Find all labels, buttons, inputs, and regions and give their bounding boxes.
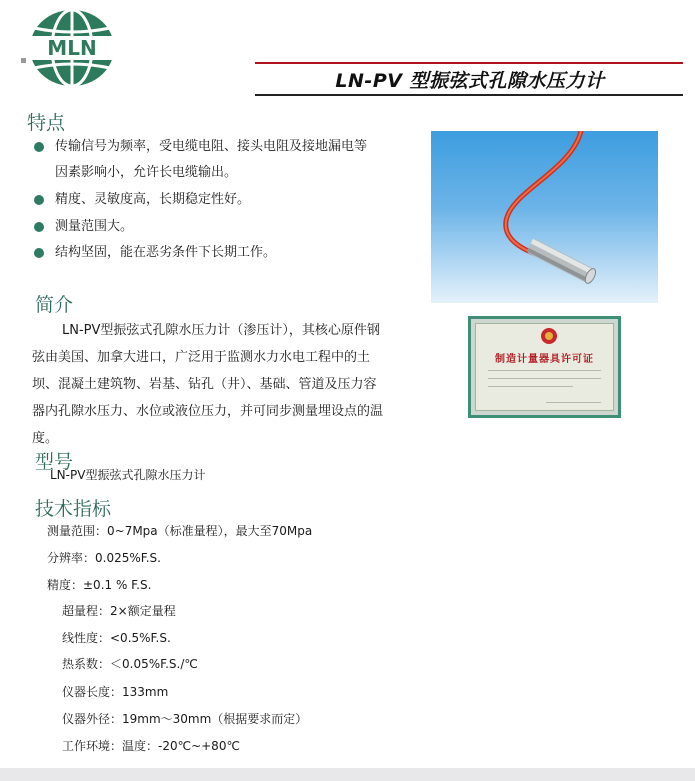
feature-item [55,190,250,210]
intro-heading: 简介 [35,294,74,316]
intro-line: 器内孔隙水压力、水位或液位压力，并可同步测量埋设点的温 [32,404,384,419]
sensor-illustration [431,131,658,303]
header-rule-bottom [255,94,683,96]
intro-line: 度。 [32,431,59,446]
spec-item: 线性度：<0.5%F.S. [62,631,171,645]
logo-text: MLN [47,36,97,60]
product-photo [431,131,658,303]
bullet-icon [34,195,44,205]
spec-item: 仪器外径：19mm～30mm（根据要求而定） [62,712,308,726]
feature-text-continued: 因素影响小，允许长电缆输出。 [55,165,238,180]
intro-line: 弦由美国、加拿大进口，广泛用于监测水力水电工程中的土 [32,350,371,365]
certificate-title: 制造计量器具许可证 [495,354,594,365]
feature-item [55,243,276,263]
spec-item: 热系数：＜0.05%F.S./℃ [62,657,198,671]
bullet-icon [34,142,44,152]
intro-line: 坝、混凝土建筑物、岩基、钻孔（井）、基础、管道及压力容 [32,377,377,392]
bullet-icon [34,248,44,258]
specs-heading: 技术指标 [35,498,112,520]
spec-item: 超量程：2×额定量程 [62,604,176,618]
spec-item: 测量范围：0~7Mpa（标准量程），最大至70Mpa [47,524,313,538]
decor-dot [21,58,26,63]
intro-line: LN-PV型振弦式孔隙水压力计（渗压计），其核心原件钢 [62,323,380,338]
page-title: LN-PV 型振弦式孔隙水压力计 [335,70,605,92]
feature-text: 精度、灵敏度高，长期稳定性好。 [55,192,251,207]
spec-item: 分辨率：0.025%F.S. [47,551,161,565]
spec-item: 工作环境：温度：-20℃~+80℃ [62,739,240,753]
model-heading: 型号 [35,451,74,473]
feature-item [55,137,367,157]
spec-item: 精度：±0.1 % F.S. [47,578,152,592]
spec-item: 仪器长度：133mm [62,685,169,699]
model-text: LN-PV型振弦式孔隙水压力计 [50,468,206,482]
bottom-strip [0,768,695,781]
feature-item [55,217,133,237]
feature-text: 测量范围大。 [55,219,134,234]
features-heading: 特点 [27,112,66,134]
header-rule-top [255,62,683,64]
license-certificate [468,316,621,418]
national-emblem-icon [540,327,558,345]
bullet-icon [34,222,44,232]
mln-logo [28,8,116,88]
feature-text: 结构坚固，能在恶劣条件下长期工作。 [55,245,277,260]
feature-text: 传输信号为频率，受电缆电阻、接头电阻及接地漏电等 [55,139,368,154]
